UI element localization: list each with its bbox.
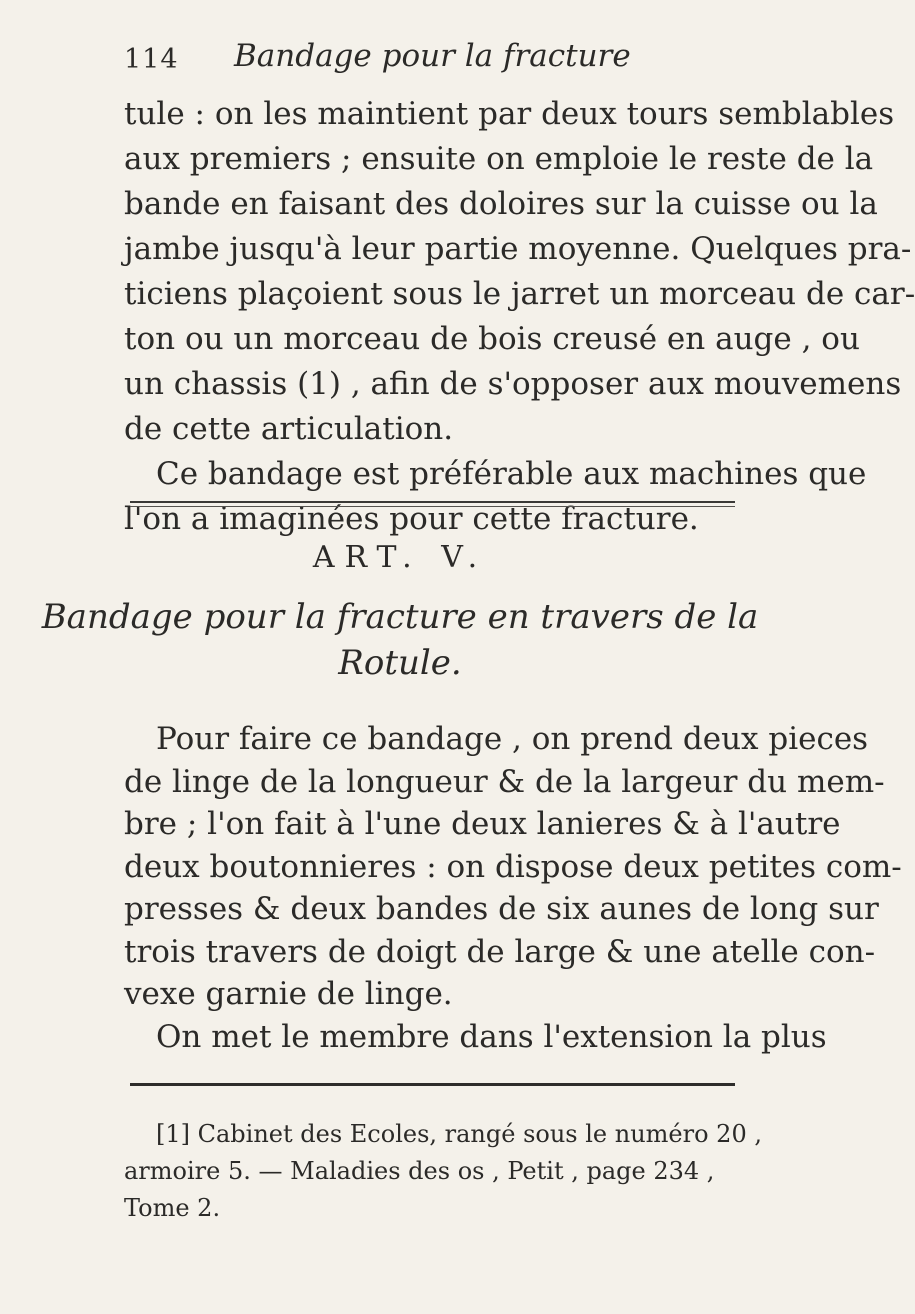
page-header (124, 38, 684, 84)
section-title-line: Bandage pour la fracture en travers de la (41, 597, 759, 637)
text-line: bre ; l'on fait à l'une deux lanieres & à l'autre (124, 806, 841, 842)
text-line: presses & deux bandes de six aunes de long sur (124, 891, 879, 927)
section-title (0, 594, 800, 686)
text-line: de linge de la longueur & de la largeur du mem- (124, 763, 885, 800)
text-line: ticiens plaçoient sous le jarret un morceau de car- (124, 276, 915, 312)
section-paragraph (124, 718, 902, 1058)
text-line: vexe garnie de linge. (124, 976, 453, 1012)
footnote-line: Tome 2. (124, 1194, 221, 1222)
text-line: Ce bandage est préférable aux machines que (156, 456, 867, 492)
section-divider (130, 501, 735, 503)
text-line: un chassis (1) , afin de s'opposer aux mouvemens (124, 366, 902, 402)
text-line: Pour faire ce bandage , on prend deux pieces (156, 721, 869, 757)
text-line: aux premiers ; ensuite on emploie le reste de la (124, 141, 874, 177)
running-head: Bandage pour la fracture (234, 38, 631, 74)
section-title-line: Rotule. (338, 643, 462, 683)
article-label: ART. V. (312, 540, 488, 575)
footnote-line: [1] Cabinet des Ecoles, rangé sous le numéro 20 , (156, 1120, 762, 1148)
text-line: de cette articulation. (124, 411, 454, 447)
text-line: jambe jusqu'à leur partie moyenne. Quelques pra- (124, 231, 912, 267)
text-line: trois travers de doigt de large & une atelle con- (124, 933, 876, 970)
text-line: deux boutonnieres : on dispose deux petites com- (124, 848, 902, 885)
text-line: l'on a imaginées pour cette fracture. (124, 501, 699, 537)
text-line: ton ou un morceau de bois creusé en auge , ou (124, 321, 860, 357)
continued-paragraph (124, 92, 915, 542)
footnote (124, 1116, 762, 1227)
text-line: bande en faisant des doloires sur la cuisse ou la (124, 186, 878, 222)
text-line: tule : on les maintient par deux tours semblables (124, 96, 895, 132)
page-number: 114 (124, 44, 179, 75)
text-line: On met le membre dans l'extension la plus (156, 1018, 827, 1055)
footnote-divider (130, 1083, 735, 1086)
footnote-line: armoire 5. — Maladies des os , Petit , page 234 , (124, 1157, 715, 1185)
